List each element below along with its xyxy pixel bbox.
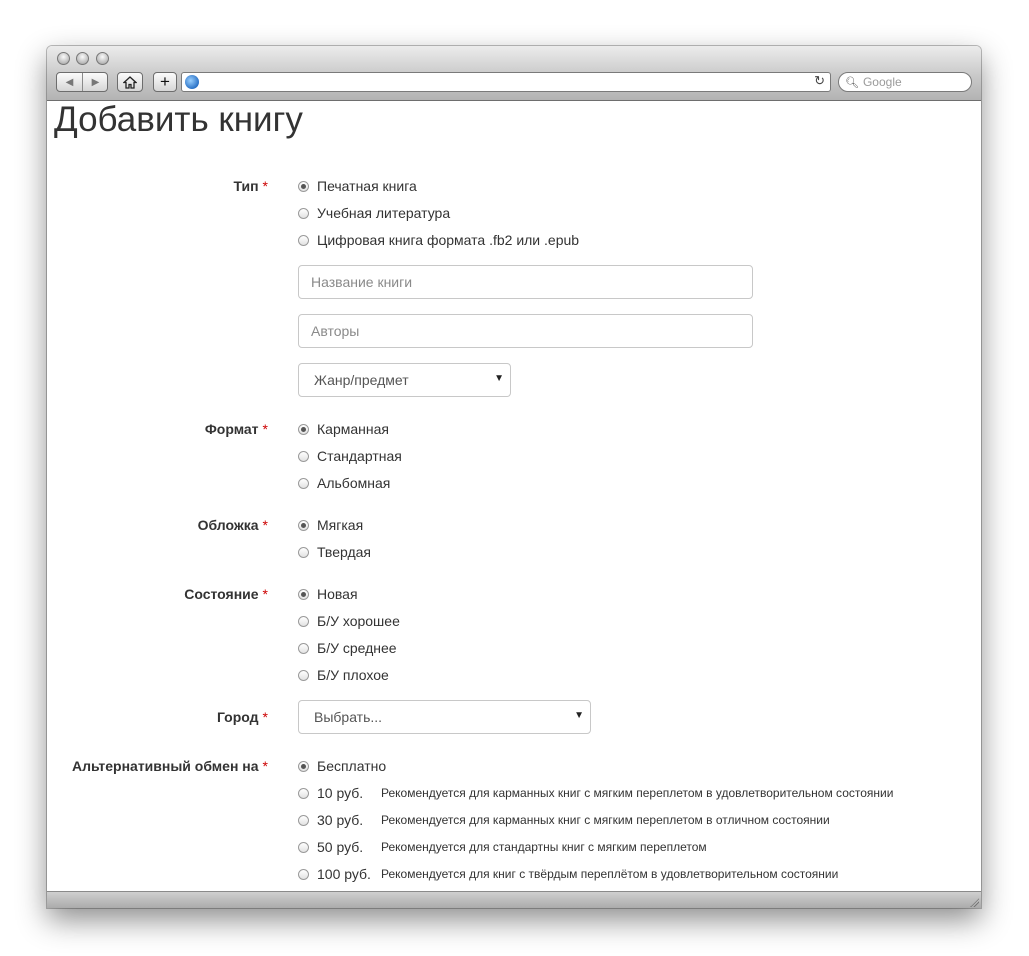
radio-label: Стандартная (317, 448, 402, 464)
required-mark: * (262, 758, 268, 774)
add-bookmark-button[interactable]: + (153, 72, 177, 92)
search-icon: 🔍︎ (845, 76, 859, 89)
radio-button[interactable] (298, 869, 309, 880)
type-label-text: Тип (233, 178, 259, 194)
radio-button[interactable] (298, 547, 309, 558)
city-label-text: Город (216, 709, 259, 725)
condition-option-used-average[interactable] (298, 640, 397, 656)
genre-select[interactable] (298, 363, 511, 397)
radio-button[interactable] (298, 520, 309, 531)
required-mark: * (262, 421, 268, 437)
radio-button[interactable] (298, 761, 309, 772)
exchange-option-30[interactable] (298, 812, 830, 828)
radio-label: Б/У плохое (317, 667, 389, 683)
city-label (217, 709, 268, 725)
radio-label: Бесплатно (317, 758, 387, 774)
type-option-digital[interactable] (298, 232, 579, 248)
forward-arrow-icon[interactable]: ▶ (91, 76, 100, 88)
cover-label (198, 517, 268, 533)
search-field[interactable] (838, 72, 972, 92)
type-option-educational[interactable] (298, 205, 450, 221)
condition-option-used-good[interactable] (298, 613, 400, 629)
radio-label: Цифровая книга формата .fb2 или .epub (317, 232, 580, 248)
cover-option-hard[interactable] (298, 544, 371, 560)
condition-option-used-poor[interactable] (298, 667, 389, 683)
type-option-printed[interactable] (298, 178, 417, 194)
exchange-option-10[interactable] (298, 785, 893, 801)
minimize-window-button[interactable] (76, 52, 89, 65)
radio-label: Б/У среднее (317, 640, 397, 656)
page-content (47, 101, 981, 891)
condition-label-text: Состояние (184, 586, 259, 602)
cover-label-text: Обложка (197, 517, 259, 533)
radio-label: Учебная литература (317, 205, 451, 221)
chevron-down-icon: ▼ (574, 710, 584, 721)
cover-option-soft[interactable] (298, 517, 363, 533)
address-bar[interactable] (181, 72, 831, 92)
recommendation-note: Рекомендуется для книг с твёрдым переплётом в удовлетворительном состоянии (381, 867, 839, 881)
browser-toolbar (47, 46, 981, 101)
book-title-input[interactable] (298, 265, 753, 299)
status-bar (47, 891, 981, 908)
format-label (205, 421, 268, 437)
radio-button[interactable] (298, 451, 309, 462)
radio-label: Печатная книга (317, 178, 417, 194)
search-placeholder: Google (862, 75, 902, 89)
page-title: Добавить книгу (54, 100, 303, 139)
radio-button[interactable] (298, 643, 309, 654)
required-mark: * (262, 709, 268, 725)
radio-button[interactable] (298, 181, 309, 192)
home-button[interactable] (117, 72, 143, 92)
required-mark: * (262, 517, 268, 533)
radio-button[interactable] (298, 589, 309, 600)
recommendation-note: Рекомендуется для карманных книг с мягким переплетом в отличном состоянии (381, 813, 830, 827)
radio-label: Новая (317, 586, 358, 602)
radio-button[interactable] (298, 235, 309, 246)
book-title-placeholder: Название книги (311, 274, 413, 290)
genre-select-value: Жанр/предмет (314, 372, 409, 388)
zoom-window-button[interactable] (96, 52, 109, 65)
condition-label (184, 586, 268, 602)
format-option-album[interactable] (298, 475, 390, 491)
radio-label: Альбомная (317, 475, 391, 491)
reload-icon[interactable]: ↻ (814, 73, 825, 88)
required-mark: * (262, 586, 268, 602)
price-label: 30 руб. (317, 812, 364, 828)
city-select-value: Выбрать... (314, 709, 383, 725)
house-icon (123, 76, 137, 89)
authors-input[interactable] (298, 314, 753, 348)
city-select[interactable] (298, 700, 591, 734)
radio-label: Карманная (317, 421, 389, 437)
recommendation-note: Рекомендуется для стандартны книг с мягким переплетом (381, 840, 707, 854)
recommendation-note: Рекомендуется для карманных книг с мягким переплетом в удовлетворительном состоянии (381, 786, 894, 800)
radio-button[interactable] (298, 842, 309, 853)
radio-button[interactable] (298, 478, 309, 489)
format-label-text: Формат (204, 421, 259, 437)
close-window-button[interactable] (57, 52, 70, 65)
back-forward-group (56, 72, 108, 92)
exchange-option-100[interactable] (298, 866, 838, 882)
exchange-label (72, 758, 268, 774)
radio-button[interactable] (298, 815, 309, 826)
resize-grip-icon[interactable] (969, 897, 979, 907)
radio-button[interactable] (298, 616, 309, 627)
radio-button[interactable] (298, 670, 309, 681)
required-mark: * (262, 178, 268, 194)
chevron-down-icon: ▼ (494, 373, 504, 384)
type-label (233, 178, 268, 194)
browser-window (47, 46, 981, 908)
format-option-pocket[interactable] (298, 421, 389, 437)
globe-icon (185, 75, 199, 89)
exchange-label-text: Альтернативный обмен на (72, 758, 259, 774)
radio-label: Мягкая (317, 517, 364, 533)
radio-label: Твердая (317, 544, 372, 560)
condition-option-new[interactable] (298, 586, 358, 602)
authors-placeholder: Авторы (311, 323, 360, 339)
radio-button[interactable] (298, 424, 309, 435)
price-label: 10 руб. (317, 785, 364, 801)
radio-button[interactable] (298, 788, 309, 799)
exchange-option-50[interactable] (298, 839, 707, 855)
radio-button[interactable] (298, 208, 309, 219)
exchange-option-free[interactable] (298, 758, 386, 774)
back-arrow-icon[interactable]: ◀ (57, 73, 83, 91)
price-label: 50 руб. (317, 839, 364, 855)
radio-label: Б/У хорошее (317, 613, 400, 629)
price-label: 100 руб. (317, 866, 371, 882)
format-option-standard[interactable] (298, 448, 402, 464)
